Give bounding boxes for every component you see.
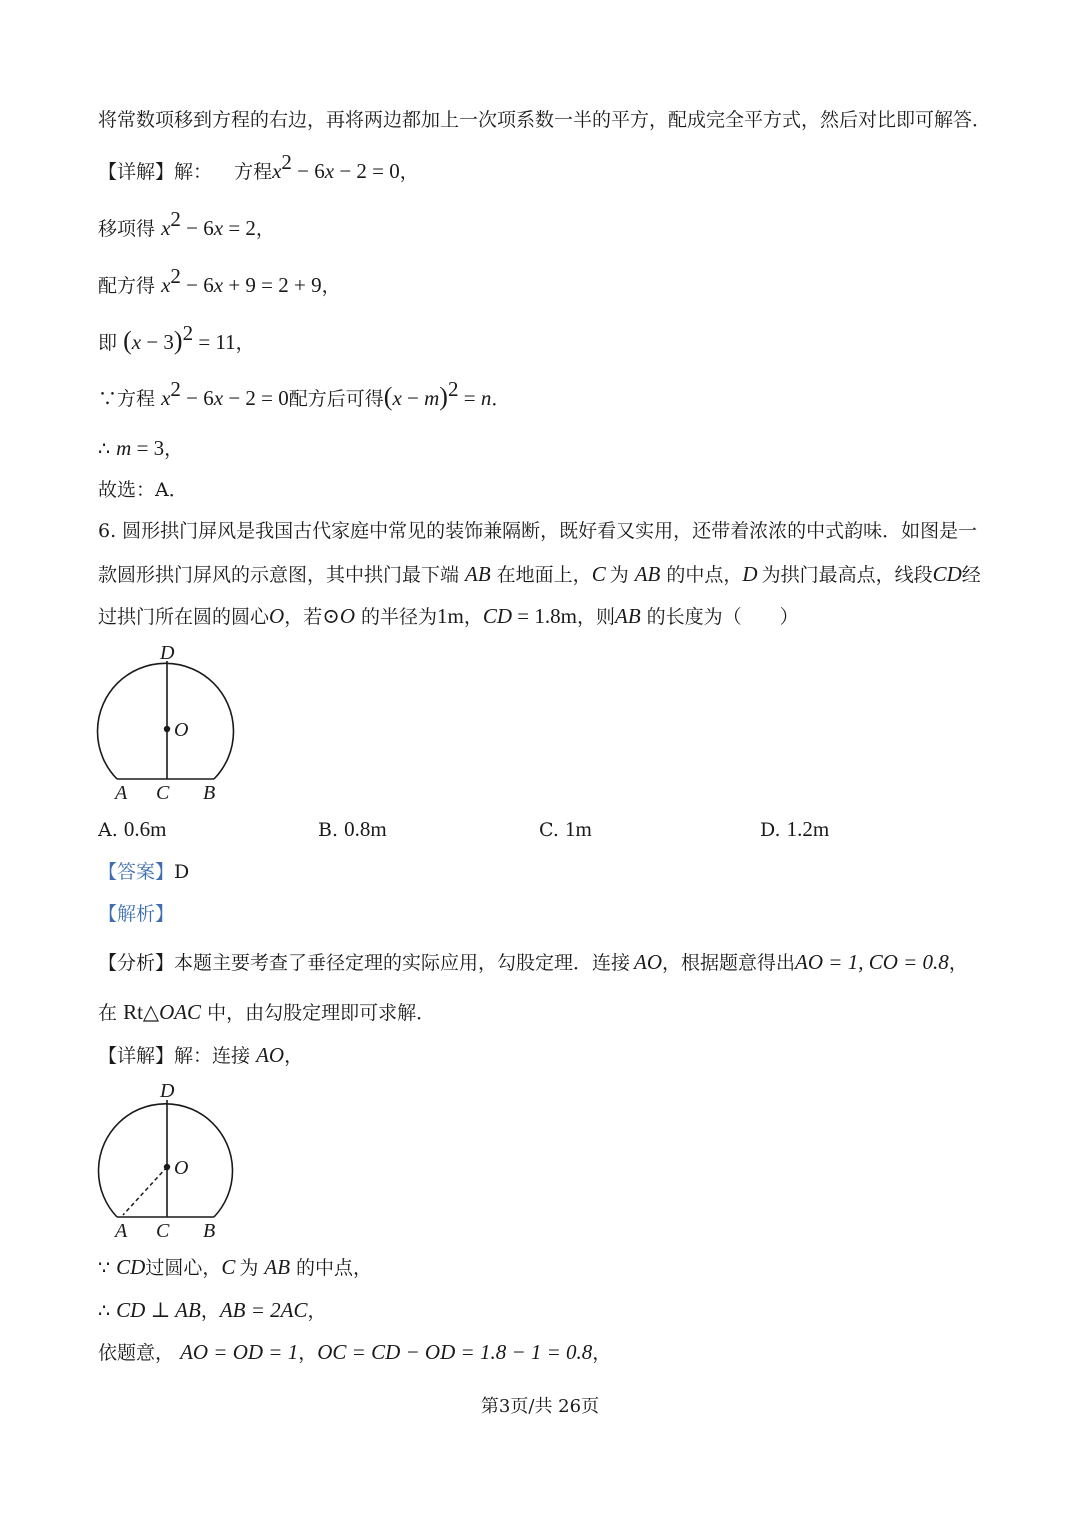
therefore-symbol-2: ∴ bbox=[98, 1300, 111, 1322]
analysis-l2-OAC: OAC bbox=[159, 1000, 202, 1024]
intro-line: 将常数项移到方程的右边，再将两边都加上一次项系数一半的平方，配成完全平方式，然后对比即可解答． bbox=[98, 109, 992, 131]
step2-exp: 2 bbox=[170, 264, 181, 288]
therefore-m: m bbox=[116, 436, 132, 460]
since-mid: − 6 bbox=[180, 386, 214, 410]
arch-arc bbox=[98, 663, 234, 779]
step2-label: 配方得 bbox=[98, 275, 156, 297]
center-point bbox=[164, 726, 170, 732]
answer-value: D bbox=[174, 861, 190, 883]
s3-eq2: OC = CD − OD = 1.8 − 1 = 0.8 bbox=[317, 1340, 593, 1364]
since-x2: x bbox=[213, 386, 224, 410]
because-symbol-2: ∵ bbox=[98, 1257, 111, 1279]
detail-line-eq bbox=[98, 150, 419, 184]
step3-exp: 2 bbox=[182, 321, 194, 345]
since-exp2: 2 bbox=[447, 377, 459, 401]
label-C-2: C bbox=[156, 1220, 170, 1242]
since-period: ． bbox=[491, 388, 511, 410]
option-a-value: 0.6m bbox=[123, 817, 167, 841]
step1-x2: x bbox=[213, 216, 224, 240]
q6-l3-c: 的半径为 bbox=[360, 606, 437, 628]
q6-l2-e: 为拱门最高点，线段 bbox=[761, 564, 933, 586]
since-minus: − bbox=[401, 386, 425, 410]
q6-l3-a: 过拱门所在圆的圆心 bbox=[98, 606, 270, 628]
center-point-2 bbox=[164, 1164, 170, 1170]
eq-x: x bbox=[272, 159, 282, 183]
q6-l3-CD: CD bbox=[482, 604, 513, 628]
step3-close-paren: ) bbox=[173, 326, 183, 355]
label-O: O bbox=[174, 719, 189, 741]
option-c-value: 1m bbox=[564, 817, 592, 841]
answer-line bbox=[98, 860, 189, 884]
therefore-tail: = 3 bbox=[131, 436, 165, 460]
analysis-l1-label: 【分析】 bbox=[98, 952, 175, 974]
s2-double: AB = 2AC bbox=[219, 1298, 308, 1322]
therefore-symbol: ∴ bbox=[98, 438, 111, 460]
q6-line-1: 6. 圆形拱门屏风是我国古代家庭中常见的装饰兼隔断，既好看又实用，还带着浓浓的中式韵味．如图是一 bbox=[98, 520, 978, 542]
step3-x: x bbox=[131, 330, 142, 354]
label-O-2: O bbox=[174, 1157, 189, 1179]
step1-mid: − 6 bbox=[180, 216, 214, 240]
step3-line bbox=[98, 321, 255, 355]
since-tail: − 2 = 0 bbox=[223, 386, 289, 410]
step1-x: x bbox=[161, 216, 171, 240]
s3-eq1: AO = OD = 1 bbox=[180, 1340, 299, 1364]
label-B-2: B bbox=[203, 1220, 216, 1242]
q6-l2-c: 为 bbox=[609, 564, 629, 586]
analysis-l1-eq: AO = 1, CO = 0.8 bbox=[795, 950, 949, 974]
s1-c: 的中点， bbox=[296, 1257, 373, 1279]
q6-l2-a: 款圆形拱门屏风的示意图，其中拱门最下端 bbox=[98, 564, 460, 586]
answer-label: 【答案】 bbox=[98, 861, 175, 883]
option-a-letter: A. bbox=[98, 819, 118, 841]
step3-tail: = 11 bbox=[193, 330, 236, 354]
step-given-line bbox=[98, 1340, 611, 1365]
analysis-line-2 bbox=[98, 1000, 435, 1025]
s1-b: 为 bbox=[239, 1257, 259, 1279]
analysis-detail-line bbox=[98, 1043, 303, 1068]
q6-l2-d: 的中点， bbox=[666, 564, 743, 586]
step3-open-paren: ( bbox=[123, 326, 132, 355]
step2-comma: ， bbox=[321, 275, 341, 297]
s3-b: ， bbox=[298, 1342, 318, 1364]
q6-l2-AB: AB bbox=[465, 562, 491, 586]
analysis-l1-end: ， bbox=[948, 952, 968, 974]
step2-line bbox=[98, 264, 341, 298]
step1-tail: = 2 bbox=[223, 216, 256, 240]
label-C: C bbox=[156, 782, 170, 804]
since-text: 方程 bbox=[117, 388, 156, 410]
q6-l3-AB: AB bbox=[615, 604, 641, 628]
step1-line bbox=[98, 207, 275, 241]
s1-C: C bbox=[221, 1255, 236, 1279]
s2-d: ， bbox=[307, 1300, 327, 1322]
option-c[interactable] bbox=[539, 817, 592, 842]
s2-perp: CD ⊥ AB bbox=[116, 1298, 201, 1322]
analysis-label: 【解析】 bbox=[98, 903, 175, 925]
since-n: n bbox=[480, 386, 492, 410]
analysis-detail-label: 【详解】解：连接 bbox=[98, 1045, 251, 1067]
option-c-letter: C. bbox=[539, 819, 559, 841]
q6-l3-d: ， bbox=[463, 606, 483, 628]
option-d[interactable] bbox=[760, 817, 829, 842]
label-A-2: A bbox=[115, 1220, 128, 1242]
arch-figure-2-svg bbox=[90, 1078, 250, 1243]
label-D: D bbox=[160, 642, 175, 664]
step1-exp: 2 bbox=[170, 207, 181, 231]
step2-x2: x bbox=[213, 273, 224, 297]
q6-l2-b: 在地面上， bbox=[496, 564, 592, 586]
step2-mid: − 6 bbox=[180, 273, 214, 297]
since-eq: = bbox=[458, 386, 481, 410]
option-b[interactable] bbox=[318, 817, 387, 842]
since-x: x bbox=[161, 386, 171, 410]
q6-l2-C: C bbox=[591, 562, 606, 586]
analysis-l1-text2: ，根据题意得出 bbox=[662, 952, 796, 974]
arch-figure-1 bbox=[90, 640, 250, 810]
analysis-line-1 bbox=[98, 950, 968, 975]
step1-label: 移项得 bbox=[98, 218, 156, 240]
analysis-l2-a: 在 bbox=[98, 1002, 118, 1024]
q6-l2-D: D bbox=[742, 562, 758, 586]
circle-symbol: ⊙ bbox=[322, 604, 340, 628]
arch-arc-2 bbox=[98, 1104, 232, 1217]
q6-line-3 bbox=[98, 604, 799, 629]
s3-c: ， bbox=[592, 1342, 612, 1364]
arch-figure-1-svg bbox=[90, 640, 250, 805]
q6-l3-e: ，则 bbox=[576, 606, 615, 628]
step1-comma: ， bbox=[255, 218, 275, 240]
since-exp: 2 bbox=[170, 377, 181, 401]
segment-AO-dashed bbox=[123, 1167, 167, 1215]
analysis-l2-b: 中，由勾股定理即可求解． bbox=[207, 1002, 436, 1024]
analysis-l1-AO: AO bbox=[634, 950, 663, 974]
since-m: m bbox=[424, 386, 440, 410]
step3-label: 即 bbox=[98, 332, 118, 354]
s1-AB: AB bbox=[264, 1255, 291, 1279]
eq-comma: ， bbox=[399, 161, 419, 183]
since-line bbox=[98, 377, 511, 411]
step2-tail: + 9 = 2 + 9 bbox=[223, 273, 322, 297]
s1-a: 过圆心， bbox=[145, 1257, 222, 1279]
q6-l2-AB2: AB bbox=[634, 562, 661, 586]
q6-l3-b: ，若 bbox=[284, 606, 323, 628]
s3-a: 依题意， bbox=[98, 1342, 175, 1364]
label-A: A bbox=[115, 782, 128, 804]
step3-mid: − 3 bbox=[141, 330, 174, 354]
q6-l3-eq: = 1.8m bbox=[512, 604, 577, 628]
q6-line-2 bbox=[98, 562, 981, 587]
since-open-paren: ( bbox=[383, 382, 393, 411]
eq-intro: 方程 bbox=[234, 161, 273, 183]
detail-label: 【详解】解： bbox=[98, 161, 213, 183]
option-a[interactable] bbox=[98, 817, 166, 842]
option-b-value: 0.8m bbox=[344, 817, 387, 841]
label-B: B bbox=[203, 782, 216, 804]
eq-rest: − 6 bbox=[291, 159, 325, 183]
therefore-comma: ， bbox=[164, 438, 184, 460]
label-D-2: D bbox=[160, 1080, 175, 1102]
analysis-detail-end: ， bbox=[284, 1045, 304, 1067]
therefore-line bbox=[98, 436, 183, 461]
q6-l3-O2: O bbox=[339, 604, 355, 628]
q6-l2-CD: CD bbox=[932, 562, 962, 586]
because-symbol: ∵ bbox=[98, 388, 118, 410]
arch-figure-2 bbox=[90, 1078, 250, 1248]
option-b-letter: B. bbox=[318, 819, 339, 841]
q6-l2-f: 经 bbox=[961, 564, 981, 586]
page-footer: 第3页/共 26页 bbox=[480, 1396, 600, 1417]
q6-l3-radius: 1m bbox=[437, 604, 464, 628]
q6-l3-O: O bbox=[269, 604, 285, 628]
since-text2: 配方后可得 bbox=[288, 388, 384, 410]
step3-comma: ， bbox=[235, 332, 255, 354]
step2-x: x bbox=[161, 273, 171, 297]
option-d-value: 1.2m bbox=[786, 817, 830, 841]
eq-exp: 2 bbox=[281, 150, 292, 174]
analysis-l1-text: 本题主要考查了垂径定理的实际应用，勾股定理．连接 bbox=[174, 952, 631, 974]
s2-b: ， bbox=[200, 1300, 220, 1322]
since-x3: x bbox=[392, 386, 402, 410]
analysis-l2-rt: Rt△ bbox=[123, 1000, 160, 1024]
since-close-paren: ) bbox=[439, 382, 448, 411]
step-because-line bbox=[98, 1255, 372, 1280]
option-d-letter: D. bbox=[760, 819, 781, 841]
analysis-detail-AO: AO bbox=[256, 1043, 285, 1067]
choose-line: 故选：A． bbox=[98, 479, 188, 501]
s1-CD: CD bbox=[116, 1255, 146, 1279]
eq-tail: − 2 = 0 bbox=[334, 159, 400, 183]
eq-x2: x bbox=[324, 159, 335, 183]
q6-l3-f: 的长度为（ ） bbox=[646, 606, 799, 628]
step-therefore-line bbox=[98, 1298, 327, 1323]
